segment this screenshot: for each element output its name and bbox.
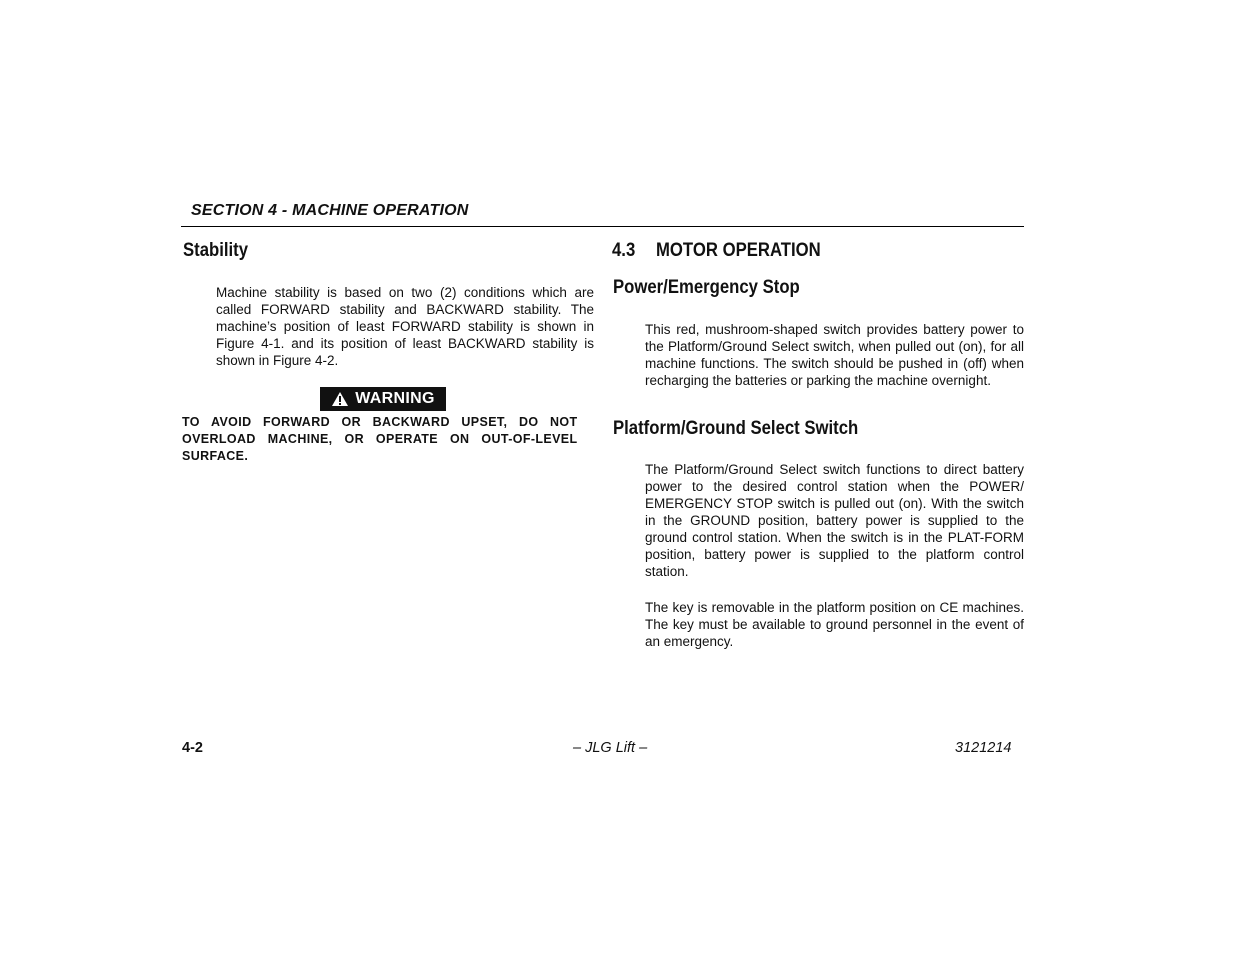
section-4-3-heading [612, 240, 821, 262]
power-emergency-stop-paragraph: This red, mushroom-shaped switch provides battery power to the Platform/Ground Select switch, when pulled out (on), for all machine functions. The switch should be pushed in (off) when recharging the batteries or parking the machine overnight. [645, 322, 1024, 388]
warning-badge [320, 387, 446, 411]
section-number: 4.3 [612, 240, 636, 261]
warning-triangle-icon [331, 391, 349, 407]
warning-label: WARNING [355, 390, 435, 407]
stability-heading: Stability [183, 240, 249, 261]
document-number: 3121214 [955, 740, 1012, 756]
key-removable-paragraph: The key is removable in the platform position on CE machines. The key must be available to ground personnel in the event of an emergency. [645, 600, 1024, 649]
section-header: SECTION 4 - MACHINE OPERATION [191, 202, 469, 219]
power-emergency-stop-heading: Power/Emergency Stop [613, 277, 800, 298]
warning-text: TO AVOID FORWARD OR BACKWARD UPSET, DO NOT OVERLOAD MACHINE, OR OPERATE ON OUT-OF-LEVEL SURFACE. [182, 414, 578, 463]
footer-publisher: – JLG Lift – [573, 740, 648, 756]
platform-ground-select-paragraph: The Platform/Ground Select switch functions to direct battery power to the desired control station when the POWER/ EMERGENCY STOP switch is pulled out (on). With the switch in the GROUND position, battery power is supplied to the ground control station. When the switch is in the PLAT-FORM position, battery power is supplied to the platform control station. [645, 462, 1024, 579]
platform-ground-select-heading: Platform/Ground Select Switch [613, 418, 859, 439]
header-rule [181, 226, 1024, 227]
page-number: 4-2 [182, 740, 203, 756]
section-title: MOTOR OPERATION [656, 240, 821, 261]
stability-paragraph: Machine stability is based on two (2) conditions which are called FORWARD stability and BACKWARD stability. The machine’s position of least FORWARD stability is shown in Figure 4-1. and its position of least BACKWARD stability is shown in Figure 4-2. [216, 285, 594, 368]
